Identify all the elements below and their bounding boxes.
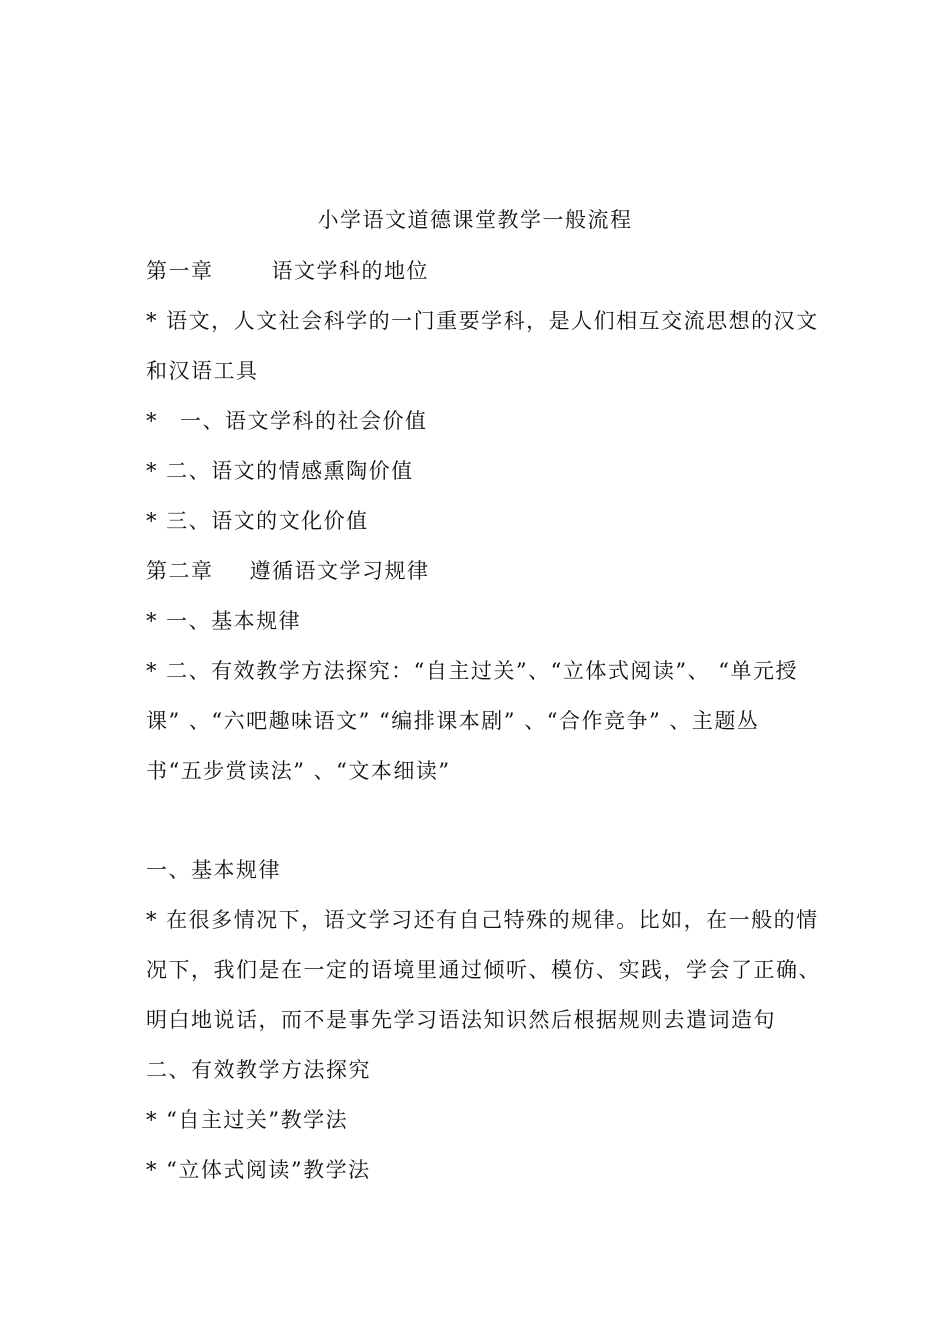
ch2-item-methods-line-3: 书“五步赏读法” 、“文本细读” <box>146 759 451 783</box>
section-1-line-3: 明白地说话，而不是事先学习语法知识然后根据规则去遣词造句 <box>146 1008 776 1032</box>
chapter-2-title: 遵循语文学习规律 <box>249 559 430 583</box>
bullet-emotional-value: * 二、语文的情感熏陶价值 <box>146 459 414 483</box>
chapter-2-label: 第二章 <box>146 559 214 583</box>
intro-line-2: 和汉语工具 <box>146 359 259 383</box>
bullet-cultural-value: * 三、语文的文化价值 <box>146 509 369 533</box>
chapter-2-heading <box>146 557 826 585</box>
bullet-star: * <box>146 409 158 433</box>
bullet-social-value-text: 一、语文学科的社会价值 <box>180 409 428 433</box>
section-2-item-1: * “自主过关”教学法 <box>146 1108 349 1132</box>
chapter-1-heading <box>146 257 826 285</box>
section-1-line-2: 况下，我们是在一定的语境里通过倾听、模仿、实践，学会了正确、 <box>146 958 821 982</box>
section-1-line-1: * 在很多情况下，语文学习还有自己特殊的规律。比如，在一般的情 <box>146 908 819 932</box>
intro-line-1: * 语文，人文社会科学的一门重要学科，是人们相互交流思想的汉文 <box>146 309 819 333</box>
chapter-1-title: 语文学科的地位 <box>271 259 429 283</box>
ch2-item-methods-line-1: * 二、有效教学方法探究：“自主过关”、“立体式阅读”、 “单元授 <box>146 659 799 683</box>
bullet-social-value <box>146 407 826 435</box>
document-title: 小学语文道德课堂教学一般流程 <box>317 208 633 232</box>
section-2-heading: 二、有效教学方法探究 <box>146 1058 371 1082</box>
ch2-item-methods-line-2: 课” 、“六吧趣味语文” “编排课本剧” 、“合作竞争” 、主题丛 <box>146 709 760 733</box>
section-2-item-2: * “立体式阅读”教学法 <box>146 1158 371 1182</box>
section-1-heading: 一、基本规律 <box>146 858 281 882</box>
chapter-1-label: 第一章 <box>146 259 214 283</box>
ch2-item-basic-rules: * 一、基本规律 <box>146 609 302 633</box>
